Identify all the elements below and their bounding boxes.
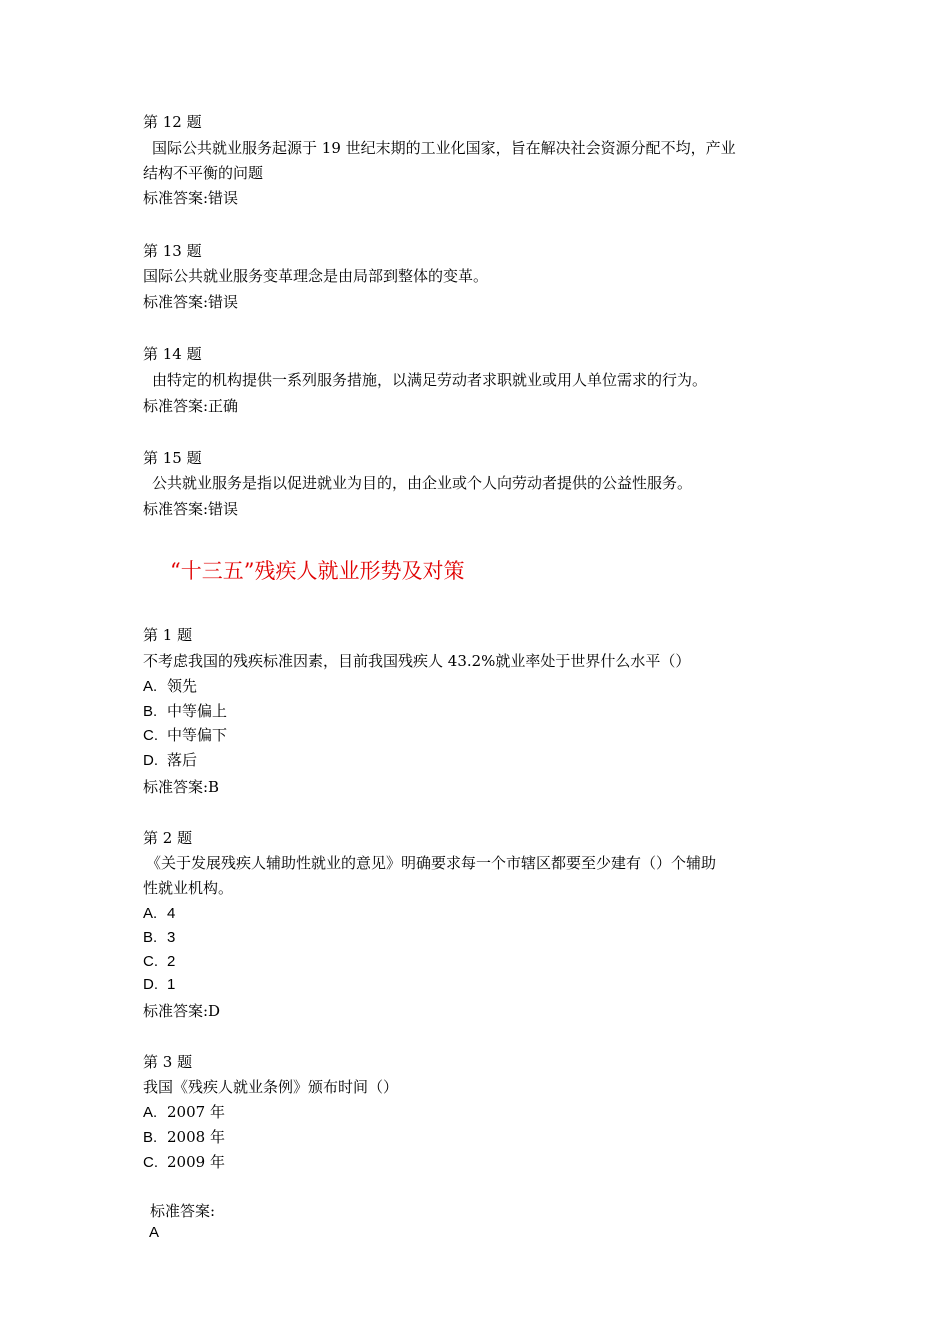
question-13-answer: 标准答案:错误 xyxy=(143,293,239,311)
question-14-text-line1: 由特定的机构提供一系列服务措施，以满足劳动者求职就业或用人单位需求的行为。 xyxy=(152,371,708,389)
option-letter: C. xyxy=(143,953,158,970)
option-text: 2008 年 xyxy=(167,1128,225,1146)
question-1-option-d xyxy=(143,748,823,773)
option-text: 落后 xyxy=(167,751,198,769)
question-1-option-b xyxy=(143,699,823,724)
question-1-option-a xyxy=(143,674,823,699)
question-15-text-line1: 公共就业服务是指以促进就业为目的，由企业或个人向劳动者提供的公益性服务。 xyxy=(152,474,693,492)
question-14-answer: 标准答案:正确 xyxy=(143,397,239,415)
section-question-2-answer: 标准答案:D xyxy=(143,1002,221,1020)
option-letter: B. xyxy=(143,929,158,946)
option-text: 中等偏上 xyxy=(167,702,228,720)
question-3-option-b xyxy=(143,1125,823,1150)
question-1-option-c xyxy=(143,723,823,748)
question-13-text-line1: 国际公共就业服务变革理念是由局部到整体的变革。 xyxy=(143,267,489,285)
option-text: 3 xyxy=(167,929,176,946)
option-letter: C. xyxy=(143,727,158,744)
section-question-2-text-line1: 《关于发展残疾人辅助性就业的意见》明确要求每一个市辖区都要至少建有（）个辅助 xyxy=(146,854,717,872)
option-letter: D. xyxy=(143,976,158,993)
section-question-1-answer: 标准答案:B xyxy=(143,778,220,796)
option-text: 2009 年 xyxy=(167,1153,225,1171)
option-text: 4 xyxy=(167,905,176,922)
option-letter: B. xyxy=(143,1129,158,1146)
section-title: “十三五”残疾人就业形势及对策 xyxy=(170,559,465,583)
section-question-2-title: 第 2 题 xyxy=(143,829,193,847)
option-text: 2 xyxy=(167,953,176,970)
section-question-2-text-line2: 性就业机构。 xyxy=(143,879,234,897)
option-text: 中等偏下 xyxy=(167,726,228,744)
question-12-text-line2: 结构不平衡的问题 xyxy=(143,164,264,182)
question-13-title: 第 13 题 xyxy=(143,242,202,260)
section-question-3-answer-value: A xyxy=(149,1224,160,1241)
question-2-option-b xyxy=(143,925,823,950)
section-question-3-title: 第 3 题 xyxy=(143,1053,193,1071)
question-15-answer: 标准答案:错误 xyxy=(143,500,239,518)
question-2-option-c xyxy=(143,949,823,974)
question-3-option-c xyxy=(143,1150,823,1175)
question-12-title: 第 12 题 xyxy=(143,113,202,131)
section-question-1-title: 第 1 题 xyxy=(143,626,193,644)
question-12-answer: 标准答案:错误 xyxy=(143,189,239,207)
option-text: 领先 xyxy=(167,677,198,695)
option-letter: B. xyxy=(143,703,158,720)
question-2-option-a xyxy=(143,901,823,926)
option-letter: A. xyxy=(143,678,158,695)
question-15-title: 第 15 题 xyxy=(143,449,202,467)
option-letter: D. xyxy=(143,752,158,769)
option-letter: A. xyxy=(143,1104,158,1121)
option-text: 1 xyxy=(167,976,176,993)
section-question-1-text: 不考虑我国的残疾标准因素，目前我国残疾人 43.2%就业率处于世界什么水平（） xyxy=(143,652,691,670)
question-2-option-d xyxy=(143,972,823,997)
option-letter: A. xyxy=(143,905,158,922)
section-question-3-answer-label: 标准答案: xyxy=(150,1202,216,1220)
section-question-3-text: 我国《残疾人就业条例》颁布时间（） xyxy=(143,1078,399,1096)
option-letter: C. xyxy=(143,1154,158,1171)
question-14-title: 第 14 题 xyxy=(143,345,202,363)
question-3-option-a xyxy=(143,1100,823,1125)
option-text: 2007 年 xyxy=(167,1103,225,1121)
question-12-text-line1: 国际公共就业服务起源于 19 世纪末期的工业化国家，旨在解决社会资源分配不均，产业 xyxy=(152,139,736,157)
